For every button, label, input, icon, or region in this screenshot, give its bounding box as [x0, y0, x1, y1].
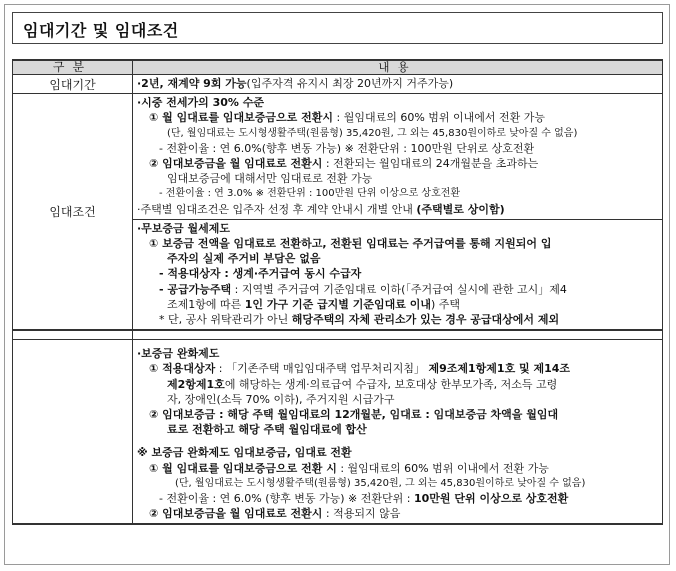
deposit-line: : 월임대료의 60% 범위 이내에서 전환 가능 — [336, 461, 549, 475]
conditions-line: ) 주택 — [430, 297, 460, 311]
deposit-line: ※ 보증금 완화제도 임대보증금, 임대료 전환 — [137, 446, 352, 460]
conditions-line: : 전환되는 월임대료의 24개월분을 초과하는 — [322, 157, 539, 171]
conditions-line: 임대보증금에 대해서만 임대료로 전환 가능 — [167, 172, 373, 186]
deposit-line: 에 해당하는 생계·의료급여 수급자, 보호대상 한부모가족, 저소득 고령 — [224, 377, 558, 391]
deposit-line: - 전환이율 : 연 6.0% (향후 변동 가능) ※ 전환단위 : — [159, 492, 414, 506]
header-category: 구분 — [13, 60, 133, 75]
conditions-line: ·시중 전세가의 30% 수준 — [137, 96, 265, 110]
deposit-line: 자, 장애인(소득 70% 이하), 주거지원 시급가구 — [167, 392, 395, 406]
conditions-line: - 전환이율 : 연 6.0%(향후 변동 가능) ※ 전환단위 : 100만원 단위로 상호전환 — [159, 141, 535, 155]
conditions-line: 해당주택의 자체 관리소가 있는 경우 공급대상에서 제외 — [291, 313, 560, 327]
conditions-line: : 지역별 주거급여 기준임대료 이하(「주거급여 실시에 관한 고시」제4 — [231, 282, 567, 296]
header-content: 내용 — [133, 60, 663, 75]
conditions-line: (단, 월임대료는 도시형생활주택(원룸형) 35,420원, 그 외는 45,830원이하로 낮아질 수 없음) — [167, 127, 578, 139]
conditions-line: : 월임대료의 60% 범위 이내에서 전환 가능 — [333, 111, 546, 125]
conditions-line: ① 보증금 전액을 임대료로 전환하고, 전환된 임대료는 주거급여를 통해 지원되어 입 — [149, 237, 552, 251]
deposit-line: ① 월 임대료를 임대보증금으로 전환 시 — [149, 461, 337, 475]
conditions-line: * 단, 공사 위탁관리가 아닌 — [159, 313, 292, 327]
deposit-line: 10만원 단위 이상으로 상호전환 — [413, 492, 569, 506]
title-box — [12, 12, 663, 44]
table-row — [13, 340, 663, 525]
conditions-line: - 전환이율 : 연 3.0% ※ 전환단위 : 100만원 단위 이상으로 상호전환 — [159, 188, 461, 200]
conditions-line: 1인 가구 기준 급지별 기준임대료 이내 — [244, 297, 431, 311]
deposit-line: ·보증금 완화제도 — [137, 347, 220, 361]
row-label-conditions: 임대조건 — [13, 94, 133, 331]
lease-terms-table — [12, 59, 663, 525]
deposit-line: : 「기존주택 매입임대주택 업무처리지침」 — [215, 362, 429, 376]
page-title: 임대기간 및 임대조건 — [23, 21, 179, 40]
deposit-line: 제9조제1항제1호 및 제14조 — [428, 362, 571, 376]
deposit-line: ① 적용대상자 — [149, 362, 216, 376]
deposit-block — [133, 340, 663, 525]
conditions-line: ·주택별 임대조건은 입주자 선정 후 계약 안내시 개별 안내 — [137, 202, 417, 216]
period-bold: ·2년, 재계약 9회 가능 — [137, 77, 247, 90]
row-content-period — [133, 75, 663, 94]
conditions-block-2 — [133, 219, 663, 330]
conditions-block-1 — [133, 94, 663, 220]
conditions-line: - 공급가능주택 — [159, 282, 232, 296]
row-label-period: 임대기간 — [13, 75, 133, 94]
conditions-line: (주택별로 상이함) — [416, 202, 505, 216]
deposit-line: 제2항제1호 — [167, 377, 225, 391]
conditions-line: ① 월 임대료를 임대보증금으로 전환시 — [149, 111, 334, 125]
deposit-line: ② 임대보증금 : 해당 주택 월임대료의 12개월분, 임대료 : 임대보증금 차액을 월임대 — [149, 408, 559, 422]
deposit-line: : 적용되지 않음 — [322, 507, 401, 521]
deposit-line: 료로 전환하고 해당 주택 월임대료에 합산 — [167, 423, 367, 437]
deposit-line: (단, 월임대료는 도시형생활주택(원룸형) 35,420원, 그 외는 45,830원이하로 낮아질 수 없음) — [175, 477, 586, 489]
row-label-deposit — [13, 340, 133, 525]
table-separator — [13, 330, 663, 340]
conditions-line: ② 임대보증금을 월 임대료로 전환시 — [149, 157, 323, 171]
table-row — [13, 94, 663, 220]
conditions-line: 주자의 실제 주거비 부담은 없음 — [167, 252, 321, 266]
conditions-line: ·무보증금 월세제도 — [137, 221, 231, 235]
table-row — [13, 75, 663, 94]
table-header-row — [13, 60, 663, 75]
conditions-line: 조제1항에 따른 — [167, 297, 245, 311]
conditions-line: - 적용대상자 : 생계·주거급여 동시 수급자 — [159, 267, 362, 281]
period-rest: (입주자격 유지시 최장 20년까지 거주가능) — [246, 77, 454, 90]
deposit-line: ② 임대보증금을 월 임대료로 전환시 — [149, 507, 323, 521]
